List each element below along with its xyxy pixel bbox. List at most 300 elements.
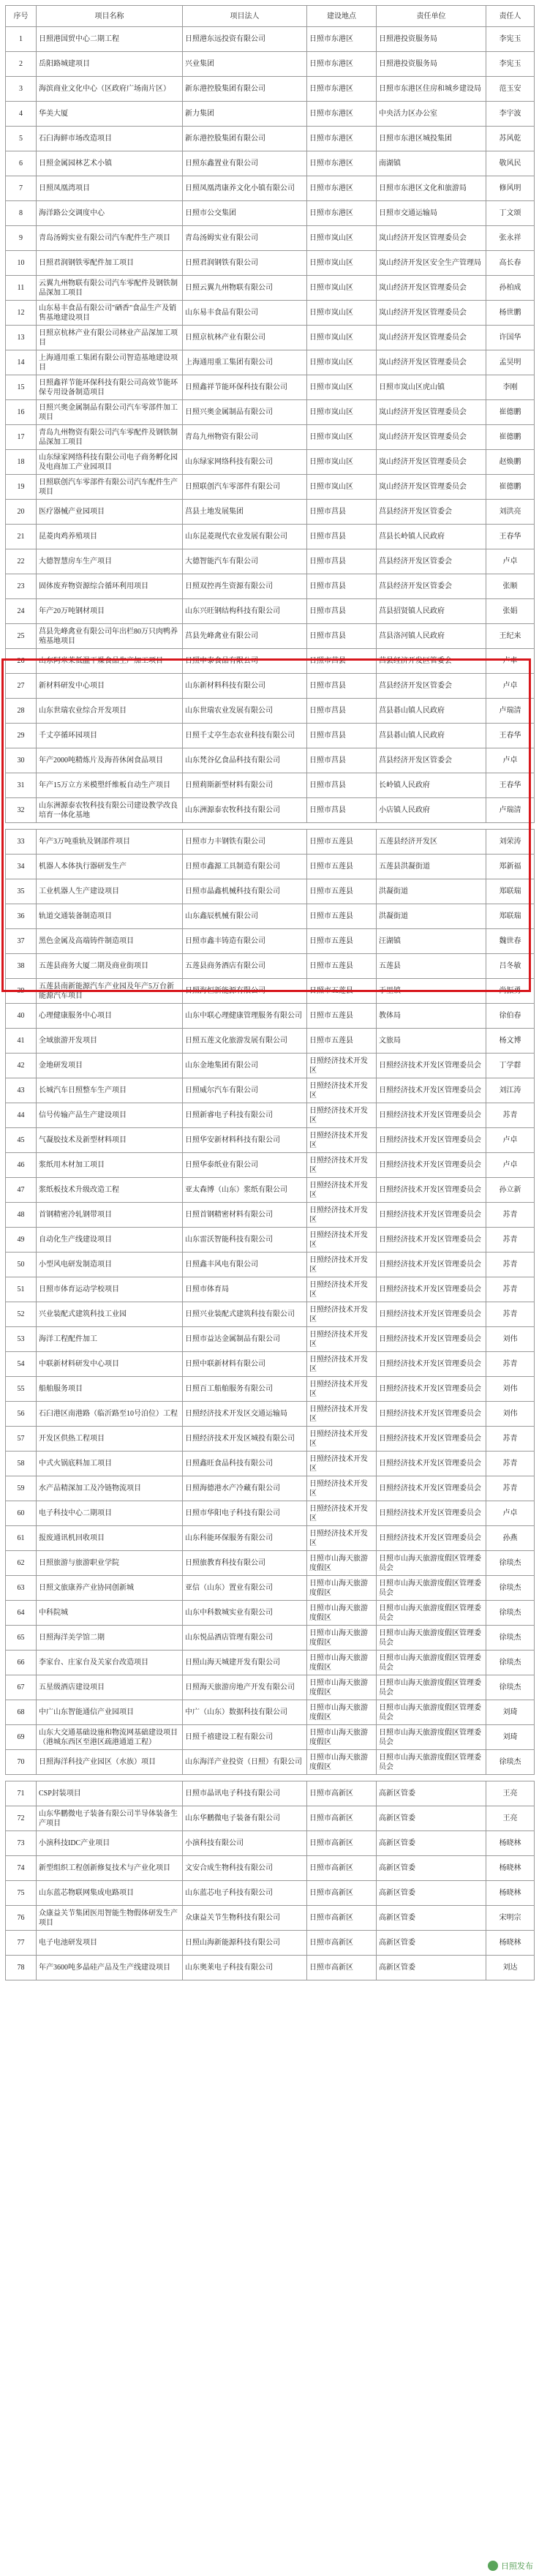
row-location: 日照市岚山区 (307, 226, 377, 251)
row-legal-entity: 亚信（山东）置业有限公司 (183, 1576, 307, 1601)
project-list-page (5, 5, 534, 1980)
row-project-name: 机器人本体执行器研发生产 (37, 855, 183, 879)
row-responsible-person: 刘荣涛 (486, 830, 535, 855)
row-location: 日照市莒县 (307, 748, 377, 773)
row-location: 日照市莒县 (307, 500, 377, 525)
row-location: 日照市五莲县 (307, 830, 377, 855)
row-seq: 16 (6, 400, 37, 425)
row-legal-entity: 日照千禧建设工程有限公司 (183, 1725, 307, 1750)
row-seq: 3 (6, 77, 37, 102)
row-responsible-unit: 日照经济技术开发区管理委员会 (377, 1427, 486, 1452)
row-legal-entity: 山东雷沃智能科技有限公司 (183, 1228, 307, 1253)
row-legal-entity: 山东金地集团有限公司 (183, 1054, 307, 1078)
row-legal-entity: 日照兴奥金属制品有限公司 (183, 400, 307, 425)
row-legal-entity: 山东梵谷亿食品科技有限公司 (183, 748, 307, 773)
row-responsible-person: 苏青 (486, 1427, 535, 1452)
row-responsible-person: 张顺 (486, 574, 535, 599)
row-location: 日照市莒县 (307, 699, 377, 724)
row-location: 日照市莒县 (307, 773, 377, 798)
table-body (6, 27, 535, 1980)
row-responsible-person: 刘达 (486, 1956, 535, 1980)
row-project-name: 中式火锅底料加工项目 (37, 1452, 183, 1476)
row-location: 日照市高新区 (307, 1881, 377, 1906)
row-responsible-unit: 岚山经济开发区管理委员会 (377, 425, 486, 450)
row-responsible-unit: 日照经济技术开发区管理委员会 (377, 1228, 486, 1253)
row-responsible-person: 赵焕鹏 (486, 450, 535, 475)
row-seq: 57 (6, 1427, 37, 1452)
table-row (6, 954, 535, 979)
row-project-name: 浆纸用木材加工项目 (37, 1153, 183, 1178)
table-row (6, 1004, 535, 1029)
row-responsible-person: 徐琰杰 (486, 1750, 535, 1775)
row-location: 日照经济技术开发区 (307, 1277, 377, 1302)
table-row (6, 1675, 535, 1700)
row-seq: 31 (6, 773, 37, 798)
row-responsible-person: 卢卓 (486, 1501, 535, 1526)
table-row (6, 500, 535, 525)
row-legal-entity: 日照经济技术开发区城投有限公司 (183, 1427, 307, 1452)
row-responsible-person: 丁学群 (486, 1054, 535, 1078)
row-legal-entity: 山东华鹏微电子装备有限公司 (183, 1806, 307, 1831)
table-row (6, 1178, 535, 1203)
row-legal-entity: 日照经济技术开发区交通运输局 (183, 1402, 307, 1427)
row-project-name: 小型风电研发制造项目 (37, 1253, 183, 1277)
table-row (6, 400, 535, 425)
table-row (6, 1253, 535, 1277)
row-location: 日照市山海天旅游度假区 (307, 1626, 377, 1651)
row-responsible-unit: 日照经济技术开发区管理委员会 (377, 1352, 486, 1377)
row-responsible-person: 卢卓 (486, 1128, 535, 1153)
table-row (6, 1956, 535, 1980)
row-project-name: 日照金属园林艺术小镇 (37, 151, 183, 176)
row-responsible-person: 苏青 (486, 1277, 535, 1302)
row-legal-entity: 青岛汤姆实业有限公司 (183, 226, 307, 251)
row-project-name: 日照凤凰湾项目 (37, 176, 183, 201)
row-project-name: 青岛九州物资有限公司汽车零配件及钢铁制品深加工项目 (37, 425, 183, 450)
row-legal-entity: 日照新睿电子科技有限公司 (183, 1103, 307, 1128)
row-responsible-unit: 日照经济技术开发区管理委员会 (377, 1153, 486, 1178)
row-legal-entity: 新东港控股集团有限公司 (183, 127, 307, 151)
row-seq: 27 (6, 674, 37, 699)
table-row (6, 649, 535, 674)
table-row (6, 1228, 535, 1253)
row-responsible-unit: 五莲县经济开发区 (377, 830, 486, 855)
header-seq: 序号 (6, 6, 37, 27)
row-responsible-person: 郑联瑞 (486, 904, 535, 929)
row-legal-entity: 日照鑫丰风电有限公司 (183, 1253, 307, 1277)
row-responsible-person: 李刚 (486, 375, 535, 400)
table-row (6, 1277, 535, 1302)
row-responsible-unit: 高新区管委 (377, 1931, 486, 1956)
row-legal-entity: 日照申泰食品有限公司 (183, 649, 307, 674)
header-project-name: 项目名称 (37, 6, 183, 27)
row-legal-entity: 新力集团 (183, 102, 307, 127)
table-row (6, 724, 535, 748)
row-seq: 4 (6, 102, 37, 127)
row-seq: 75 (6, 1881, 37, 1906)
row-responsible-unit: 高新区管委 (377, 1881, 486, 1906)
row-responsible-person: 孙柏成 (486, 276, 535, 301)
row-location: 日照市岚山区 (307, 425, 377, 450)
row-location: 日照市岚山区 (307, 400, 377, 425)
row-project-name: 兴业装配式建筑科技工业园 (37, 1302, 183, 1327)
row-responsible-unit: 日照经济技术开发区管理委员会 (377, 1452, 486, 1476)
row-project-name: 千丈亭循环园项目 (37, 724, 183, 748)
row-seq: 54 (6, 1352, 37, 1377)
header-legal-entity: 项目法人 (183, 6, 307, 27)
table-row (6, 549, 535, 574)
row-legal-entity: 日照云翼九州物联有限公司 (183, 276, 307, 301)
row-seq: 21 (6, 525, 37, 549)
row-project-name: 山东蓝芯物联网集成电路项目 (37, 1881, 183, 1906)
row-responsible-unit: 日照市山海天旅游度假区管理委员会 (377, 1626, 486, 1651)
table-row (6, 1352, 535, 1377)
row-project-name: 自动化生产线建设项目 (37, 1228, 183, 1253)
row-responsible-unit: 日照市交通运输局 (377, 201, 486, 226)
row-project-name: 青岛汤姆实业有限公司汽车配件生产项目 (37, 226, 183, 251)
row-responsible-person: 杨世鹏 (486, 301, 535, 326)
row-location: 日照市莒县 (307, 574, 377, 599)
row-responsible-unit: 岚山经济开发区管理委员会 (377, 276, 486, 301)
table-row (6, 1501, 535, 1526)
row-project-name: 海滨商业文化中心（区政府广场南片区） (37, 77, 183, 102)
row-responsible-person: 卢瑞清 (486, 699, 535, 724)
row-legal-entity: 兴业集团 (183, 52, 307, 77)
row-seq: 64 (6, 1601, 37, 1626)
row-project-name: 心理健康服务中心项目 (37, 1004, 183, 1029)
table-row (6, 1781, 535, 1806)
row-seq: 23 (6, 574, 37, 599)
row-responsible-person: 徐琰杰 (486, 1551, 535, 1576)
row-responsible-unit: 莒县长岭镇人民政府 (377, 525, 486, 549)
header-location: 建设地点 (307, 6, 377, 27)
row-project-name: 电子科技中心二期项目 (37, 1501, 183, 1526)
row-responsible-person: 王春华 (486, 724, 535, 748)
row-project-name: 日照港国贸中心二期工程 (37, 27, 183, 52)
row-project-name: 山东华鹏微电子装备有限公司半导体装备生产项目 (37, 1806, 183, 1831)
row-responsible-unit: 岚山经济开发区管理委员会 (377, 350, 486, 375)
row-seq: 40 (6, 1004, 37, 1029)
row-responsible-person: 苏青 (486, 1103, 535, 1128)
row-location: 日照经济技术开发区 (307, 1203, 377, 1228)
row-responsible-unit: 日照经济技术开发区管理委员会 (377, 1327, 486, 1352)
row-seq: 76 (6, 1906, 37, 1931)
row-legal-entity: 日照市益达金属制品有限公司 (183, 1327, 307, 1352)
row-responsible-unit: 岚山经济开发区管理委员会 (377, 326, 486, 350)
row-responsible-person: 敬风民 (486, 151, 535, 176)
row-location: 日照市东港区 (307, 127, 377, 151)
table-row (6, 1651, 535, 1675)
row-location: 日照市山海天旅游度假区 (307, 1601, 377, 1626)
row-project-name: 众康益关节集团医用智能生物假体研发生产项目 (37, 1906, 183, 1931)
row-seq: 24 (6, 599, 37, 624)
row-legal-entity: 日照市力丰钢铁有限公司 (183, 830, 307, 855)
row-location: 日照市东港区 (307, 27, 377, 52)
row-responsible-person: 张娟 (486, 599, 535, 624)
table-row (6, 1302, 535, 1327)
table-row (6, 1377, 535, 1402)
row-responsible-person: 李宪玉 (486, 27, 535, 52)
row-project-name: 首钢精密冷轧钢带项目 (37, 1203, 183, 1228)
row-project-name: 山东易丰食品有限公司"硒香"食品生产及销售基地建设项目 (37, 301, 183, 326)
row-responsible-unit: 日照经济技术开发区管理委员会 (377, 1402, 486, 1427)
row-location: 日照市岚山区 (307, 475, 377, 500)
row-seq: 51 (6, 1277, 37, 1302)
row-responsible-unit: 南湖镇 (377, 151, 486, 176)
row-responsible-person: 杨晓林 (486, 1931, 535, 1956)
row-seq: 50 (6, 1253, 37, 1277)
row-responsible-person: 卢瑞清 (486, 798, 535, 823)
row-project-name: 中广山东智能通信产业园项目 (37, 1700, 183, 1725)
table-row (6, 1626, 535, 1651)
row-seq: 45 (6, 1128, 37, 1153)
table-row (6, 176, 535, 201)
row-responsible-unit: 日照市山海天旅游度假区管理委员会 (377, 1601, 486, 1626)
row-project-name: 新型组织工程创新修复技术与产业化项目 (37, 1856, 183, 1881)
watermark-text: 日照发布 (501, 2562, 533, 2571)
table-row (6, 599, 535, 624)
row-legal-entity: 山东中联心理健康管理服务有限公司 (183, 1004, 307, 1029)
row-seq: 43 (6, 1078, 37, 1103)
row-legal-entity: 山东新材料科技有限公司 (183, 674, 307, 699)
table-row (6, 27, 535, 52)
row-legal-entity: 日照市华阳电子科技有限公司 (183, 1501, 307, 1526)
row-project-name: 年产2000吨精炼片及海苔休闲食品项目 (37, 748, 183, 773)
row-project-name: 气凝胶技术及新型材料项目 (37, 1128, 183, 1153)
row-responsible-unit: 高新区管委 (377, 1781, 486, 1806)
row-project-name: 昆菱肉鸡养殖项目 (37, 525, 183, 549)
header-row (6, 6, 535, 27)
table-row (6, 1806, 535, 1831)
row-responsible-unit: 岚山经济开发区管理委员会 (377, 226, 486, 251)
row-legal-entity: 日照华安新材料科技有限公司 (183, 1128, 307, 1153)
table-row (6, 450, 535, 475)
row-responsible-person: 刘伟 (486, 1377, 535, 1402)
row-project-name: 山东阿米莱低温干燥食品生产加工项目 (37, 649, 183, 674)
row-responsible-person: 郑新福 (486, 855, 535, 879)
row-location: 日照市山海天旅游度假区 (307, 1725, 377, 1750)
row-responsible-person: 崔德鹏 (486, 425, 535, 450)
row-seq: 15 (6, 375, 37, 400)
row-project-name: 海洋工程配件加工 (37, 1327, 183, 1352)
row-project-name: 山东绿家网络科技有限公司电子商务孵化园及电商加工产业园项目 (37, 450, 183, 475)
row-location: 日照市莒县 (307, 649, 377, 674)
row-legal-entity: 日照市晶鑫机械科技有限公司 (183, 879, 307, 904)
table-row (6, 1601, 535, 1626)
row-seq: 10 (6, 251, 37, 276)
row-location: 日照市五莲县 (307, 1004, 377, 1029)
row-seq: 41 (6, 1029, 37, 1054)
row-location: 日照市岚山区 (307, 301, 377, 326)
row-responsible-unit: 日照港投资服务局 (377, 27, 486, 52)
row-responsible-person: 苏青 (486, 1203, 535, 1228)
row-location: 日照经济技术开发区 (307, 1153, 377, 1178)
row-location: 日照市岚山区 (307, 326, 377, 350)
row-location: 日照经济技术开发区 (307, 1128, 377, 1153)
row-responsible-unit: 日照经济技术开发区管理委员会 (377, 1054, 486, 1078)
row-legal-entity: 日照京杭林产业有限公司 (183, 326, 307, 350)
row-location: 日照经济技术开发区 (307, 1526, 377, 1551)
row-seq: 8 (6, 201, 37, 226)
row-seq: 49 (6, 1228, 37, 1253)
row-legal-entity: 日照旅教育科技有限公司 (183, 1551, 307, 1576)
row-seq: 48 (6, 1203, 37, 1228)
table-row (6, 276, 535, 301)
row-responsible-unit: 五莲县 (377, 954, 486, 979)
row-location: 日照经济技术开发区 (307, 1452, 377, 1476)
row-seq: 77 (6, 1931, 37, 1956)
row-legal-entity: 上海通用重工集团有限公司 (183, 350, 307, 375)
row-responsible-person: 魏世春 (486, 929, 535, 954)
row-responsible-person: 徐琰杰 (486, 1601, 535, 1626)
row-responsible-person: 苏青 (486, 1302, 535, 1327)
row-location: 日照经济技术开发区 (307, 1427, 377, 1452)
row-legal-entity: 莒县先峰禽业有限公司 (183, 624, 307, 649)
row-responsible-person: 徐琰杰 (486, 1576, 535, 1601)
row-location: 日照市莒县 (307, 724, 377, 748)
row-legal-entity: 山东兴旺钢结构科技有限公司 (183, 599, 307, 624)
row-seq: 70 (6, 1750, 37, 1775)
row-location: 日照市五莲县 (307, 979, 377, 1004)
row-responsible-person: 杨晓林 (486, 1831, 535, 1856)
row-seq: 62 (6, 1551, 37, 1576)
row-seq: 7 (6, 176, 37, 201)
row-responsible-person: 刘伟 (486, 1327, 535, 1352)
row-legal-entity: 山东蓝芯电子科技有限公司 (183, 1881, 307, 1906)
row-responsible-unit: 莒县经济开发区管委会 (377, 574, 486, 599)
row-legal-entity: 山东海洋产业投资（日照）有限公司 (183, 1750, 307, 1775)
row-location: 日照市山海天旅游度假区 (307, 1750, 377, 1775)
row-legal-entity: 日照山海天城建开发有限公司 (183, 1651, 307, 1675)
row-responsible-unit: 长岭镇人民政府 (377, 773, 486, 798)
row-responsible-person: 郑联瑞 (486, 879, 535, 904)
row-project-name: 金地研发项目 (37, 1054, 183, 1078)
row-project-name: 长城汽车日照整车生产项目 (37, 1078, 183, 1103)
row-responsible-unit: 汪湖镇 (377, 929, 486, 954)
row-seq: 47 (6, 1178, 37, 1203)
row-location: 日照市高新区 (307, 1831, 377, 1856)
row-responsible-unit: 日照经济技术开发区管理委员会 (377, 1501, 486, 1526)
row-location: 日照市五莲县 (307, 879, 377, 904)
row-location: 日照经济技术开发区 (307, 1078, 377, 1103)
row-responsible-unit: 于里镇 (377, 979, 486, 1004)
row-location: 日照经济技术开发区 (307, 1352, 377, 1377)
row-responsible-person: 徐琰杰 (486, 1626, 535, 1651)
table-row (6, 1906, 535, 1931)
row-project-name: 五星级酒店建设项目 (37, 1675, 183, 1700)
row-location: 日照市山海天旅游度假区 (307, 1651, 377, 1675)
row-location: 日照市山海天旅游度假区 (307, 1675, 377, 1700)
row-responsible-person: 徐琰杰 (486, 1675, 535, 1700)
row-legal-entity: 日照市鑫丰铸造有限公司 (183, 929, 307, 954)
row-seq: 53 (6, 1327, 37, 1352)
row-legal-entity: 山东绿家网络科技有限公司 (183, 450, 307, 475)
row-responsible-person: 范玉安 (486, 77, 535, 102)
table-row (6, 1029, 535, 1054)
table-row (6, 1402, 535, 1427)
row-legal-entity: 五莲县商务酒店有限公司 (183, 954, 307, 979)
row-responsible-unit: 日照经济技术开发区管理委员会 (377, 1377, 486, 1402)
row-location: 日照市五莲县 (307, 954, 377, 979)
row-responsible-unit: 洪凝街道 (377, 879, 486, 904)
row-project-name: 五莲县南新能源汽车产业园及年产5万台新能源汽车项目 (37, 979, 183, 1004)
row-responsible-unit: 莒县招贤镇人民政府 (377, 599, 486, 624)
row-legal-entity: 新东港控股集团有限公司 (183, 77, 307, 102)
row-responsible-person: 徐伯春 (486, 1004, 535, 1029)
row-location: 日照市高新区 (307, 1806, 377, 1831)
row-legal-entity: 日照五莲文化旅游发展有限公司 (183, 1029, 307, 1054)
row-responsible-person: 王亮 (486, 1781, 535, 1806)
row-location: 日照市高新区 (307, 1931, 377, 1956)
table-row (6, 525, 535, 549)
row-seq: 28 (6, 699, 37, 724)
row-project-name: 日照旅游与旅游职业学院 (37, 1551, 183, 1576)
row-responsible-unit: 小店镇人民政府 (377, 798, 486, 823)
row-responsible-unit: 日照经济技术开发区管理委员会 (377, 1476, 486, 1501)
table-row (6, 350, 535, 375)
row-legal-entity: 山东鑫辰机械有限公司 (183, 904, 307, 929)
row-project-name: 山东洲源泰农牧科技有限公司建设教学改良培育一体化基地 (37, 798, 183, 823)
row-seq: 46 (6, 1153, 37, 1178)
table-row (6, 1054, 535, 1078)
row-location: 日照市山海天旅游度假区 (307, 1551, 377, 1576)
row-responsible-person: 徐琰杰 (486, 1651, 535, 1675)
row-location: 日照市高新区 (307, 1856, 377, 1881)
row-location: 日照市高新区 (307, 1956, 377, 1980)
row-project-name: 山东大交通基础设施和物流网基础建设项目（港城东西区至港区疏港通道工程） (37, 1725, 183, 1750)
row-legal-entity: 众康益关节生物科技有限公司 (183, 1906, 307, 1931)
table-row (6, 301, 535, 326)
row-responsible-person: 苏青 (486, 1228, 535, 1253)
row-location: 日照市莒县 (307, 624, 377, 649)
row-seq: 19 (6, 475, 37, 500)
table-row (6, 1931, 535, 1956)
row-legal-entity: 日照凤凰湾康养文化小镇有限公司 (183, 176, 307, 201)
row-responsible-unit: 日照市岚山区虎山镇 (377, 375, 486, 400)
row-legal-entity: 山东奥莱电子科技有限公司 (183, 1956, 307, 1980)
table-row (6, 1576, 535, 1601)
row-location: 日照经济技术开发区 (307, 1402, 377, 1427)
row-seq: 66 (6, 1651, 37, 1675)
table-row (6, 1551, 535, 1576)
row-location: 日照市岚山区 (307, 276, 377, 301)
row-location: 日照经济技术开发区 (307, 1501, 377, 1526)
row-legal-entity: 日照鑫祥节能环保科技有限公司 (183, 375, 307, 400)
table-row (6, 748, 535, 773)
table-row (6, 1128, 535, 1153)
row-seq: 29 (6, 724, 37, 748)
row-seq: 9 (6, 226, 37, 251)
row-responsible-unit: 莒县碁山镇人民政府 (377, 724, 486, 748)
row-responsible-unit: 高新区管委 (377, 1856, 486, 1881)
table-row (6, 979, 535, 1004)
row-responsible-unit: 日照经济技术开发区管理委员会 (377, 1203, 486, 1228)
row-project-name: 日照君润钢铁零配件加工项目 (37, 251, 183, 276)
row-responsible-person: 苏青 (486, 1476, 535, 1501)
row-seq: 58 (6, 1452, 37, 1476)
row-responsible-unit: 日照市山海天旅游度假区管理委员会 (377, 1551, 486, 1576)
row-responsible-unit: 日照市山海天旅游度假区管理委员会 (377, 1750, 486, 1775)
row-responsible-unit: 日照市东港区城投集团 (377, 127, 486, 151)
table-row (6, 904, 535, 929)
row-seq: 56 (6, 1402, 37, 1427)
row-responsible-person: 孙燕 (486, 1526, 535, 1551)
row-responsible-person: 丁文颂 (486, 201, 535, 226)
row-project-name: 小演科技IDC产业项目 (37, 1831, 183, 1856)
row-legal-entity: 日照山海新能源科技有限公司 (183, 1931, 307, 1956)
row-responsible-person: 刘琦 (486, 1725, 535, 1750)
row-seq: 5 (6, 127, 37, 151)
